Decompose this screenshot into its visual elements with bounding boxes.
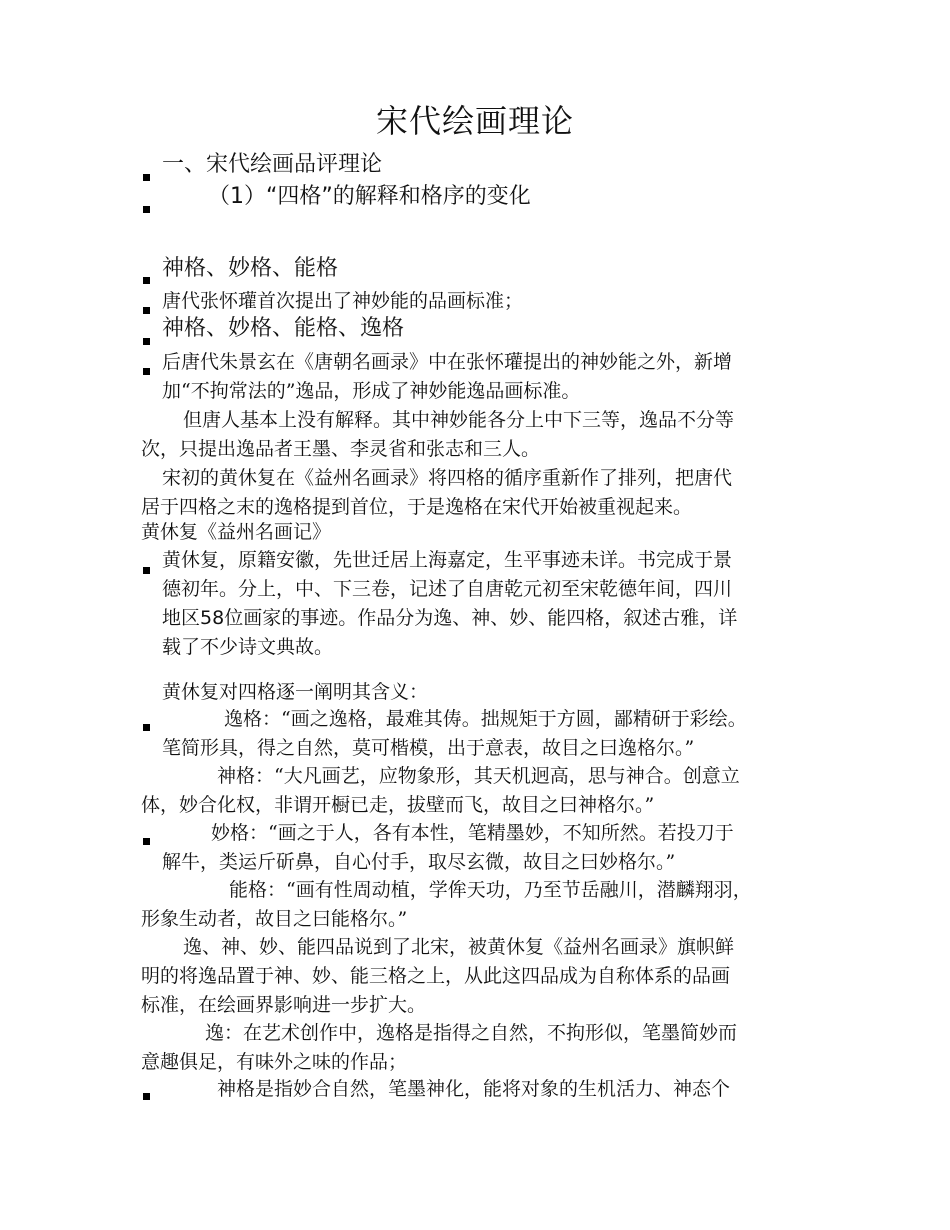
paragraph-line: 次，只提出逸品者王墨、李灵省和张志和三人。 (141, 438, 541, 460)
page-title: 宋代绘画理论 (375, 102, 574, 140)
bullet-icon (143, 1093, 150, 1100)
bullet-icon (143, 206, 150, 213)
painter-count: 58 (200, 607, 225, 629)
paragraph-line: 神格：“大凡画艺，应物象形，其天机迥高，思与神合。创意立 (217, 765, 740, 787)
list-item: 逸格：“画之逸格，最难其俦。拙规矩于方圆，鄙精研于彩绘。 (224, 708, 747, 730)
bullet-icon (143, 174, 150, 181)
paragraph-line: 黄休复对四格逐一阐明其含义： (162, 681, 429, 703)
paragraph-line: 逸、神、妙、能四品说到了北宋，被黄休复《益州名画录》旗帜鲜 (183, 936, 735, 958)
paragraph-line: 意趣俱足，有味外之味的作品； (141, 1051, 408, 1073)
text-span: 地区 (162, 607, 201, 629)
paragraph-line: 形象生动者，故目之曰能格尔。” (141, 908, 408, 930)
bullet-icon (143, 838, 150, 845)
bullet-icon (143, 338, 150, 345)
list-item: 妙格：“画之于人，各有本性，笔精墨妙，不知所然。若投刀于 (211, 822, 734, 844)
list-item-continuation (162, 603, 737, 633)
bullet-icon (143, 368, 150, 375)
book-title: 黄休复《益州名画记》 (141, 521, 332, 543)
section-heading: 一、宋代绘画品评理论 (162, 152, 383, 177)
list-item: 神格、妙格、能格 (162, 256, 339, 281)
list-item: 黄休复，原籍安徽，先世迁居上海嘉定，生平事迹未详。书完成于景 (162, 549, 733, 571)
list-item-continuation: 解牛，类运斤斫鼻，自心付手，取尽玄微，故目之曰妙格尔。” (162, 851, 676, 873)
list-item: 神格是指妙合自然，笔墨神化，能将对象的生机活力、神态个 (217, 1078, 731, 1100)
paragraph-line: 逸：在艺术创作中，逸格是指得之自然，不拘形似，笔墨简妙而 (205, 1022, 738, 1044)
paragraph-line: 居于四格之末的逸格提到首位，于是逸格在宋代开始被重视起来。 (141, 496, 693, 518)
bullet-icon (143, 307, 150, 314)
text-span: 位画家的事迹。作品分为逸、神、妙、能四格，叙述古雅，详 (224, 607, 738, 629)
list-item-continuation: 笔简形具，得之自然，莫可楷模，出于意表，故目之曰逸格尔。” (162, 737, 695, 759)
paragraph-line: 体，妙合化权，非谓开橱已走，拔壁而飞，故目之曰神格尔。” (141, 794, 655, 816)
bullet-icon (143, 567, 150, 574)
list-item: 唐代张怀瓘首次提出了神妙能的品画标准； (162, 290, 524, 312)
list-item-continuation: 加“不拘常法的”逸品，形成了神妙能逸品画标准。 (162, 380, 581, 402)
paragraph-line: 但唐人基本上没有解释。其中神妙能各分上中下三等，逸品不分等 (183, 409, 735, 431)
subsection-heading: （1）“四格”的解释和格序的变化 (208, 184, 531, 209)
paragraph-line: 宋初的黄休复在《益州名画录》将四格的循序重新作了排列，把唐代 (162, 467, 733, 489)
paragraph-line: 能格：“画有性周动植，学侔天功，乃至节岳融川，潜麟翔羽， (229, 879, 752, 901)
bullet-icon (143, 724, 150, 731)
list-item-continuation: 载了不少诗文典故。 (162, 636, 334, 658)
list-item: 后唐代朱景玄在《唐朝名画录》中在张怀瓘提出的神妙能之外，新增 (162, 351, 733, 373)
bullet-icon (143, 277, 150, 284)
paragraph-line: 标准，在绘画界影响进一步扩大。 (141, 994, 427, 1016)
list-item-continuation: 德初年。分上，中、下三卷，记述了自唐乾元初至宋乾德年间，四川 (162, 578, 733, 600)
list-item: 神格、妙格、能格、逸格 (162, 316, 405, 341)
paragraph-line: 明的将逸品置于神、妙、能三格之上，从此这四品成为自称体系的品画 (141, 965, 731, 987)
